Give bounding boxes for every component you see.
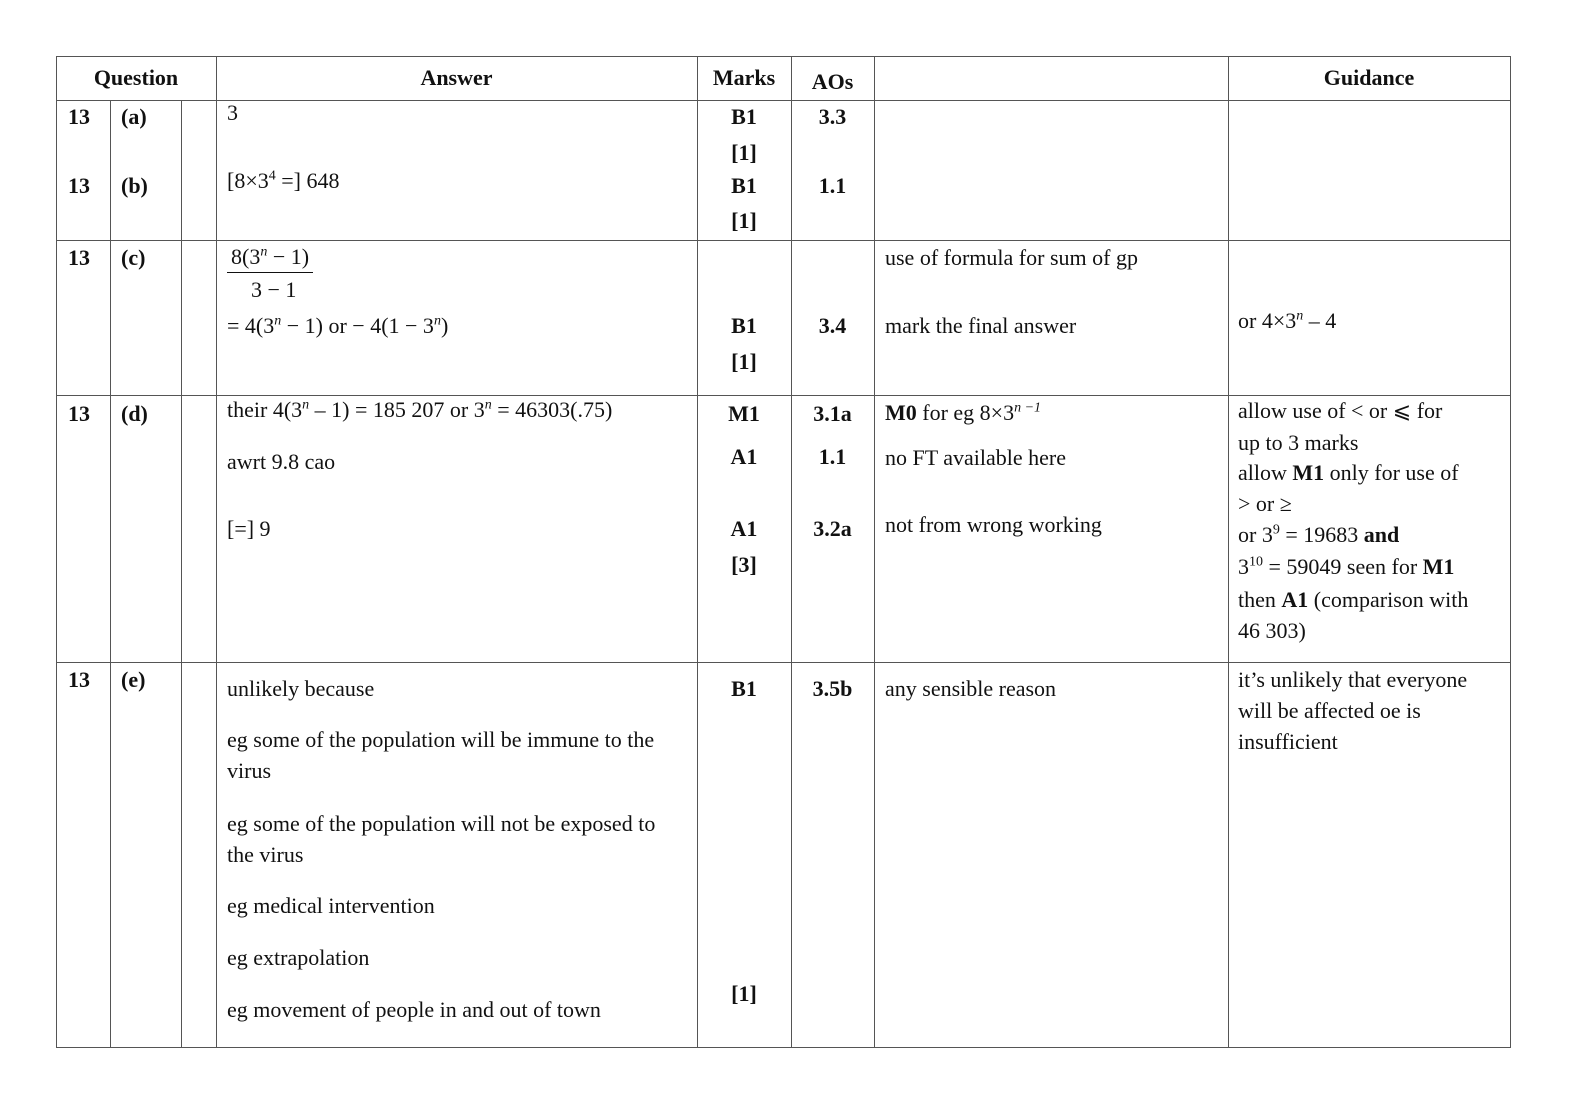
guidance-text: up to 3 marks xyxy=(1238,430,1359,455)
answer-text: eg medical intervention xyxy=(227,893,435,918)
row-divider xyxy=(57,240,1510,241)
note-text: any sensible reason xyxy=(885,676,1057,701)
answer-text: eg some of the population will be immune to the virus xyxy=(227,727,655,784)
ao-code: 3.1a xyxy=(813,401,852,426)
mark-code: B1 xyxy=(731,313,757,338)
question-part: (a) xyxy=(121,104,147,129)
guidance-text: or $3^9 = 19683$ and xyxy=(1238,522,1400,547)
col-divider xyxy=(1228,57,1229,1047)
mark-code: B1 xyxy=(731,104,757,129)
mark-total: [1] xyxy=(731,208,757,233)
ao-code: 3.3 xyxy=(818,104,847,129)
header-answer: Answer xyxy=(420,65,493,90)
guidance-text: then A1 (comparison with xyxy=(1238,587,1469,612)
question-number: 13 xyxy=(68,667,90,692)
fraction-denominator: 3 − 1 xyxy=(251,277,297,302)
guidance-text: or $4\times 3^n - 4$ xyxy=(1238,308,1337,333)
mark-total: [1] xyxy=(731,140,757,165)
answer-text: 3 xyxy=(227,100,238,125)
guidance-text: $3^{10} = 59049$ seen for M1 xyxy=(1238,554,1455,579)
header-aos: AOs xyxy=(811,69,854,94)
answer-text: eg some of the population will not be exposed to the virus xyxy=(227,811,656,868)
guidance-text: it’s unlikely that everyone will be affected oe is insufficient xyxy=(1238,667,1468,755)
question-part: (d) xyxy=(121,401,148,426)
answer-text: eg movement of people in and out of town xyxy=(227,997,601,1022)
ao-code: 3.4 xyxy=(818,313,847,338)
mark-code: B1 xyxy=(731,676,757,701)
question-part: (e) xyxy=(121,667,146,692)
mark-total: [1] xyxy=(731,349,757,374)
mark-total: [1] xyxy=(731,981,757,1006)
answer-text: unlikely because xyxy=(227,676,375,701)
ao-code: 3.5b xyxy=(812,676,853,701)
mark-code: A1 xyxy=(730,444,758,469)
guidance-text: allow use of < or ⩽ for xyxy=(1238,398,1443,423)
mark-code: B1 xyxy=(731,173,757,198)
col-divider xyxy=(791,57,792,1047)
col-divider xyxy=(216,57,217,1047)
note-text: use of formula for sum of gp xyxy=(885,245,1138,270)
question-number: 13 xyxy=(68,401,90,426)
header-guidance: Guidance xyxy=(1323,65,1415,90)
col-divider xyxy=(181,100,182,1047)
question-part: (b) xyxy=(121,173,148,198)
ao-code: 3.2a xyxy=(813,516,852,541)
ao-code: 1.1 xyxy=(818,444,847,469)
fraction-numerator: $8(3^n - 1)$ xyxy=(227,244,313,273)
answer-text: awrt 9.8 cao xyxy=(227,449,336,474)
fraction xyxy=(227,244,313,303)
question-number: 13 xyxy=(68,173,90,198)
answer-text: their 4(3$^n$ – 1) = 185 207 or $3^n = 46303(.75)$ xyxy=(227,397,613,422)
col-divider xyxy=(110,100,111,1047)
mark-code: A1 xyxy=(730,516,758,541)
note-text: M0 for eg $8\times 3^{n -1}$ xyxy=(885,400,1042,425)
question-part: (c) xyxy=(121,245,146,270)
answer-text: [=] 9 xyxy=(227,516,271,541)
row-divider xyxy=(57,662,1510,663)
mark-code: M1 xyxy=(728,401,760,426)
guidance-text: > or ≥ xyxy=(1238,491,1292,516)
answer-text: [$8\times 3^4$ =] 648 xyxy=(227,168,340,193)
answer-text: = $4(3^n - 1)$ or − $4(1 - 3^n)$ xyxy=(227,313,449,338)
note-text: no FT available here xyxy=(885,445,1067,470)
ao-code: 1.1 xyxy=(818,173,847,198)
question-number: 13 xyxy=(68,245,90,270)
note-text: mark the final answer xyxy=(885,313,1077,338)
guidance-text: allow M1 only for use of xyxy=(1238,460,1459,485)
col-divider xyxy=(874,57,875,1047)
guidance-text: 46 303) xyxy=(1238,618,1306,643)
header-question: Question xyxy=(93,65,179,90)
mark-total: [3] xyxy=(731,552,757,577)
question-number: 13 xyxy=(68,104,90,129)
note-text: not from wrong working xyxy=(885,512,1102,537)
header-marks: Marks xyxy=(712,65,776,90)
answer-text: eg extrapolation xyxy=(227,945,370,970)
